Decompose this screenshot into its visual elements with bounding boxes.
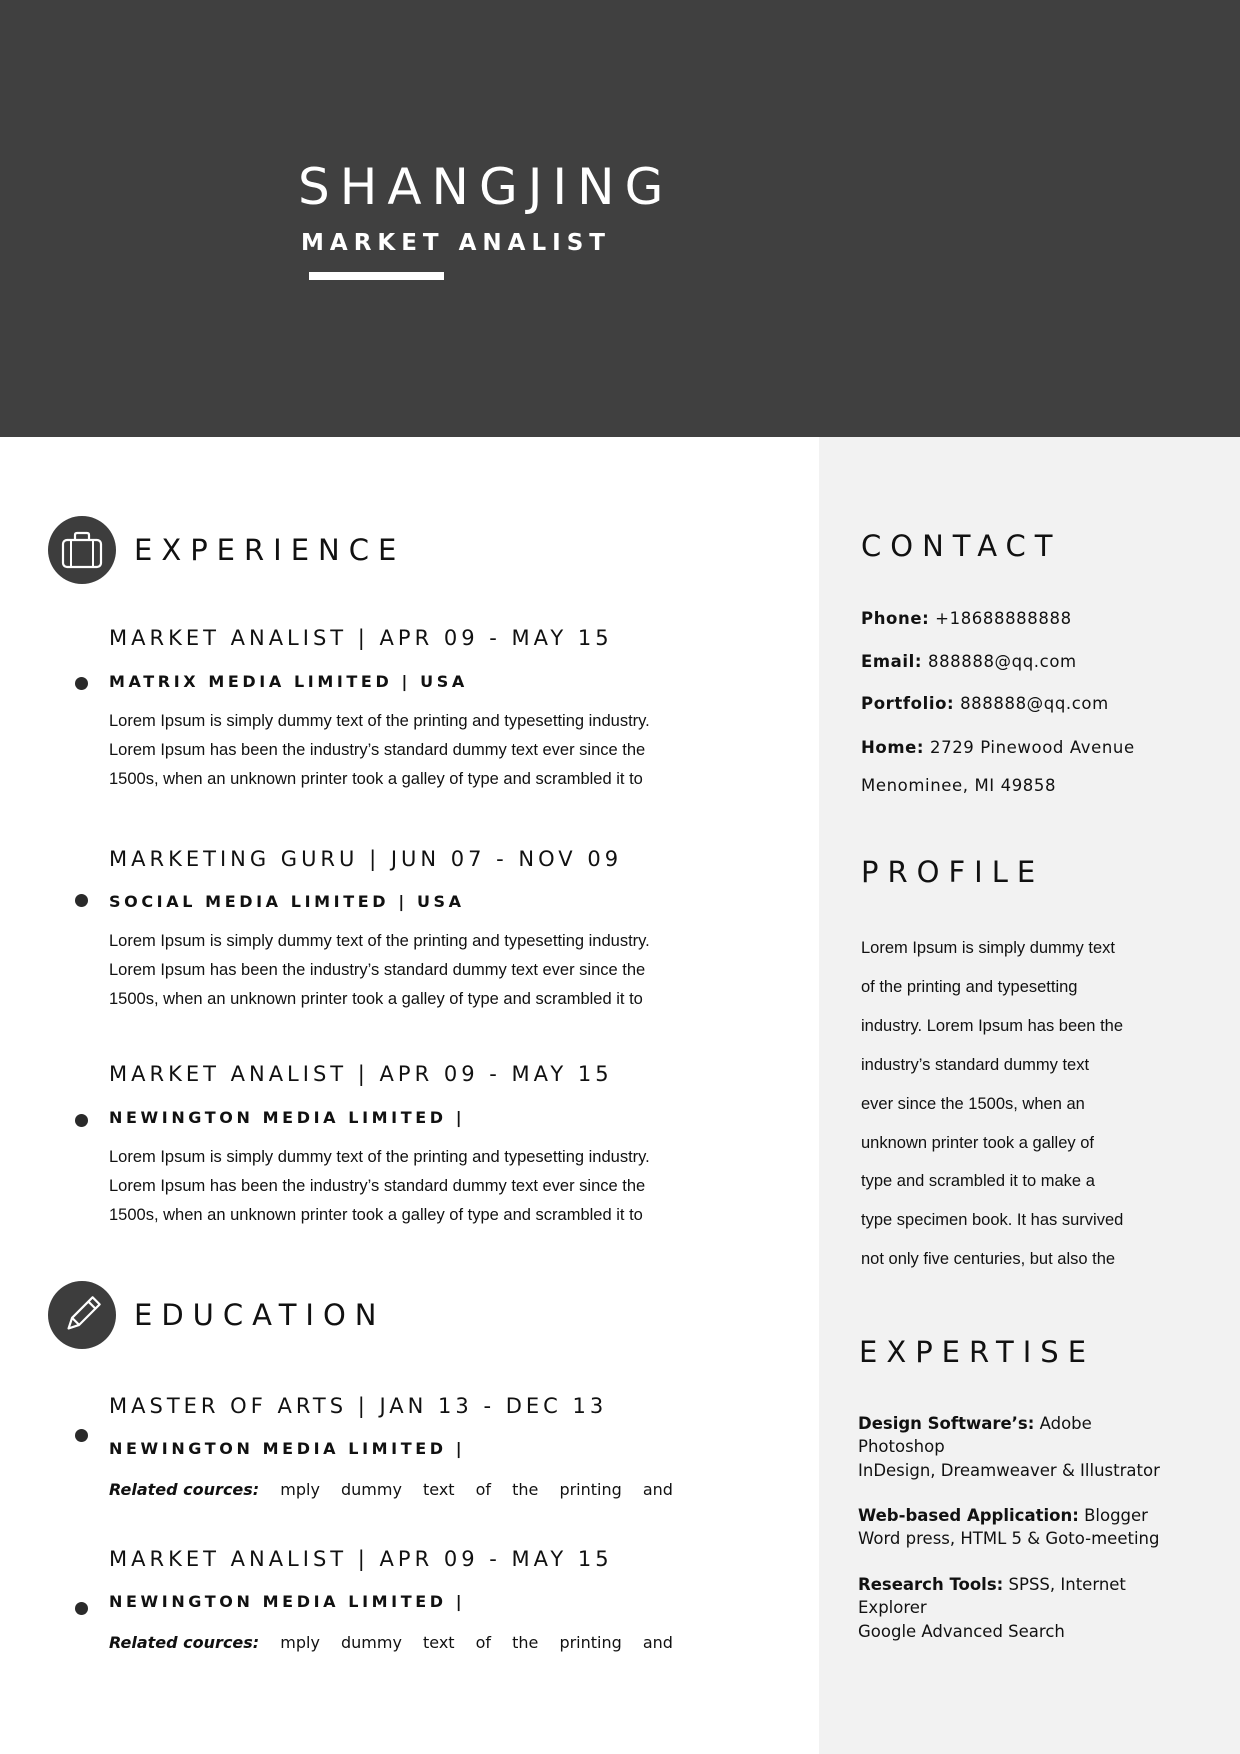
person-role: MARKET ANALIST (301, 230, 611, 256)
experience-heading: EXPERIENCE (134, 533, 406, 567)
experience-item-company: MATRIX MEDIA LIMITED | USA (109, 672, 468, 691)
experience-item-description: Lorem Ipsum is simply dummy text of the printing and typesetting industry. Lorem Ipsum has been the industry’s standard dummy text ever since the 1500s, when an unknown printer took a galley of type and scrambled it to (109, 712, 650, 788)
expertise-item: Design Software’s: Adobe Photoshop InDesign, Dreamweaver & Illustrator (858, 1414, 1160, 1480)
education-heading: EDUCATION (134, 1298, 386, 1332)
timeline-bullet (75, 1602, 88, 1615)
briefcase-icon (48, 516, 116, 584)
contact-home-line2: Menominee, MI 49858 (861, 776, 1057, 795)
timeline-bullet (75, 677, 88, 690)
experience-item-description: Lorem Ipsum is simply dummy text of the printing and typesetting industry. Lorem Ipsum has been the industry’s standard dummy text ever since the 1500s, when an unknown printer took a galley of type and scrambled it to (109, 932, 650, 1008)
pencil-icon (48, 1281, 116, 1349)
timeline-bullet (75, 894, 88, 907)
expertise-item: Research Tools: SPSS, Internet Explorer Google Advanced Search (858, 1575, 1126, 1641)
expertise-item: Web-based Application: Blogger Word press, HTML 5 & Goto-meeting (858, 1506, 1160, 1549)
experience-item-title: MARKET ANALIST | APR 09 - MAY 15 (109, 626, 613, 650)
education-item-institution: NEWINGTON MEDIA LIMITED | (109, 1592, 466, 1611)
contact-phone: Phone: +18688888888 (861, 609, 1072, 628)
experience-item-description: Lorem Ipsum is simply dummy text of the printing and typesetting industry. Lorem Ipsum has been the industry’s standard dummy text ever since the 1500s, when an unknown printer took a galley of type and scrambled it to (109, 1148, 650, 1224)
experience-item-title: MARKETING GURU | JUN 07 - NOV 09 (109, 847, 623, 871)
timeline-bullet (75, 1114, 88, 1127)
contact-heading: CONTACT (861, 529, 1062, 563)
contact-portfolio: Portfolio: 888888@qq.com (861, 694, 1109, 713)
expertise-heading: EXPERTISE (859, 1335, 1096, 1369)
contact-home: Home: 2729 Pinewood Avenue (861, 738, 1135, 757)
experience-item-company: NEWINGTON MEDIA LIMITED | (109, 1108, 466, 1127)
education-item-institution: NEWINGTON MEDIA LIMITED | (109, 1439, 466, 1458)
education-item-courses: Related cources: mply dummy text of the printing and (109, 1480, 673, 1499)
header-banner (0, 0, 1240, 437)
education-item-title: MASTER OF ARTS | JAN 13 - DEC 13 (109, 1394, 608, 1418)
education-item-title: MARKET ANALIST | APR 09 - MAY 15 (109, 1547, 613, 1571)
experience-item-company: SOCIAL MEDIA LIMITED | USA (109, 892, 465, 911)
title-underline (309, 272, 444, 280)
education-item-courses: Related cources: mply dummy text of the printing and (109, 1633, 673, 1652)
profile-text: Lorem Ipsum is simply dummy text of the printing and typesetting industry. Lorem Ipsum has been the industry’s standard dummy text ever since the 1500s, when an unknown printer took a galley of type and scrambled it to make a type specimen book. It has survived not only five centuries, but also the (861, 939, 1124, 1269)
contact-email: Email: 888888@qq.com (861, 652, 1077, 671)
person-name: SHANGJING (298, 158, 674, 216)
experience-item-title: MARKET ANALIST | APR 09 - MAY 15 (109, 1062, 613, 1086)
timeline-bullet (75, 1429, 88, 1442)
profile-heading: PROFILE (861, 855, 1045, 889)
